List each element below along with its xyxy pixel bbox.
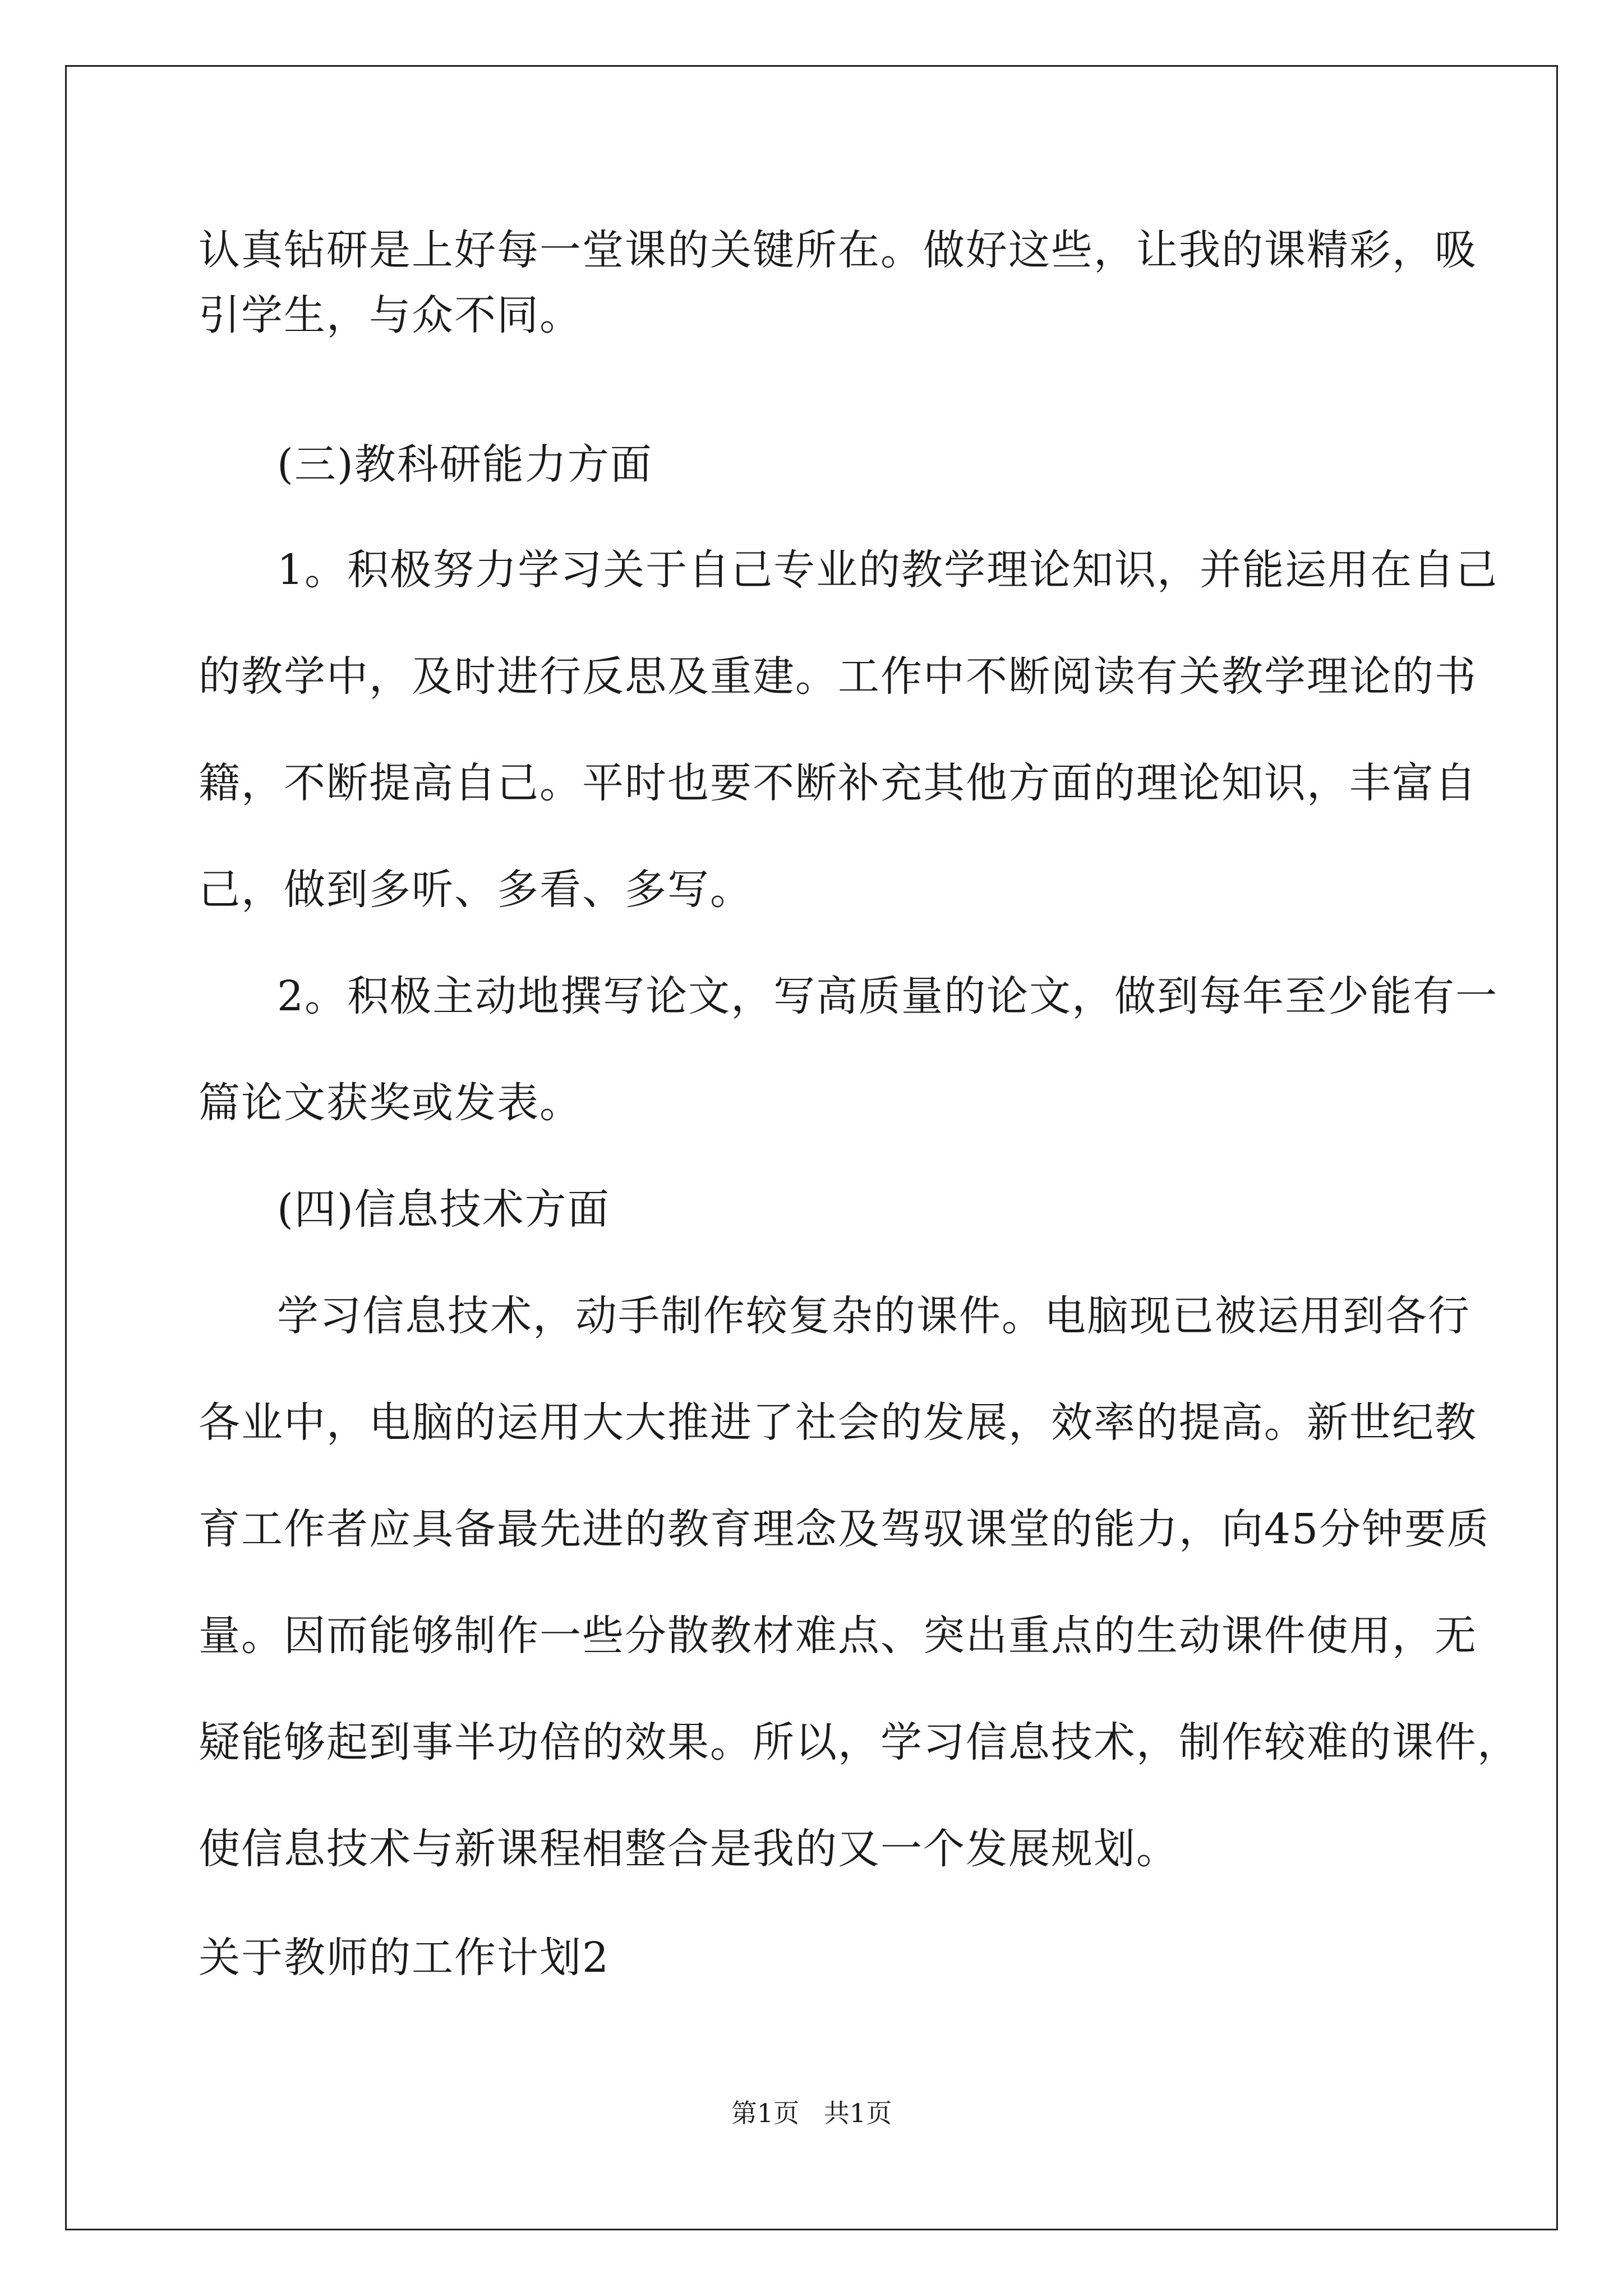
paragraph-line: 使信息技术与新课程相整合是我的又一个发展规划。 <box>199 1825 1179 1873</box>
paragraph-line: 育工作者应具备最先进的教育理念及驾驭课堂的能力，向45分钟要质 <box>199 1505 1490 1553</box>
page-footer: 第1页 共1页 <box>731 2098 892 2128</box>
paragraph-line: 学习信息技术，动手制作较复杂的课件。电脑现已被运用到各行 <box>277 1292 1470 1340</box>
section-heading: (三)教科研能力方面 <box>277 440 653 489</box>
paragraph-line: 疑能够起到事半功倍的效果。所以，学习信息技术，制作较难的课件， <box>199 1718 1520 1766</box>
paragraph-line: 引学生，与众不同。 <box>199 291 582 339</box>
paragraph-line: 量。因而能够制作一些分散教材难点、突出重点的生动课件使用，无 <box>199 1612 1477 1660</box>
page-border <box>65 65 1558 2230</box>
paragraph-line: 籍，不断提高自己。平时也要不断补充其他方面的理论知识，丰富自 <box>199 759 1477 807</box>
paragraph-line: 认真钻研是上好每一堂课的关键所在。做好这些，让我的课精彩，吸 <box>199 226 1477 274</box>
paragraph-line: 篇论文获奖或发表。 <box>199 1079 582 1127</box>
paragraph-line: 的教学中，及时进行反思及重建。工作中不断阅读有关教学理论的书 <box>199 652 1477 701</box>
section-heading: (四)信息技术方面 <box>277 1185 610 1234</box>
paragraph-line: 2。积极主动地撰写论文，写高质量的论文，做到每年至少能有一 <box>277 972 1498 1020</box>
paragraph-line: 1。积极努力学习关于自己专业的教学理论知识，并能运用在自己 <box>277 546 1498 594</box>
paragraph-line: 己，做到多听、多看、多写。 <box>199 866 753 914</box>
document-title: 关于教师的工作计划2 <box>199 1934 610 1982</box>
paragraph-line: 各业中，电脑的运用大大推进了社会的发展，效率的提高。新世纪教 <box>199 1398 1477 1447</box>
